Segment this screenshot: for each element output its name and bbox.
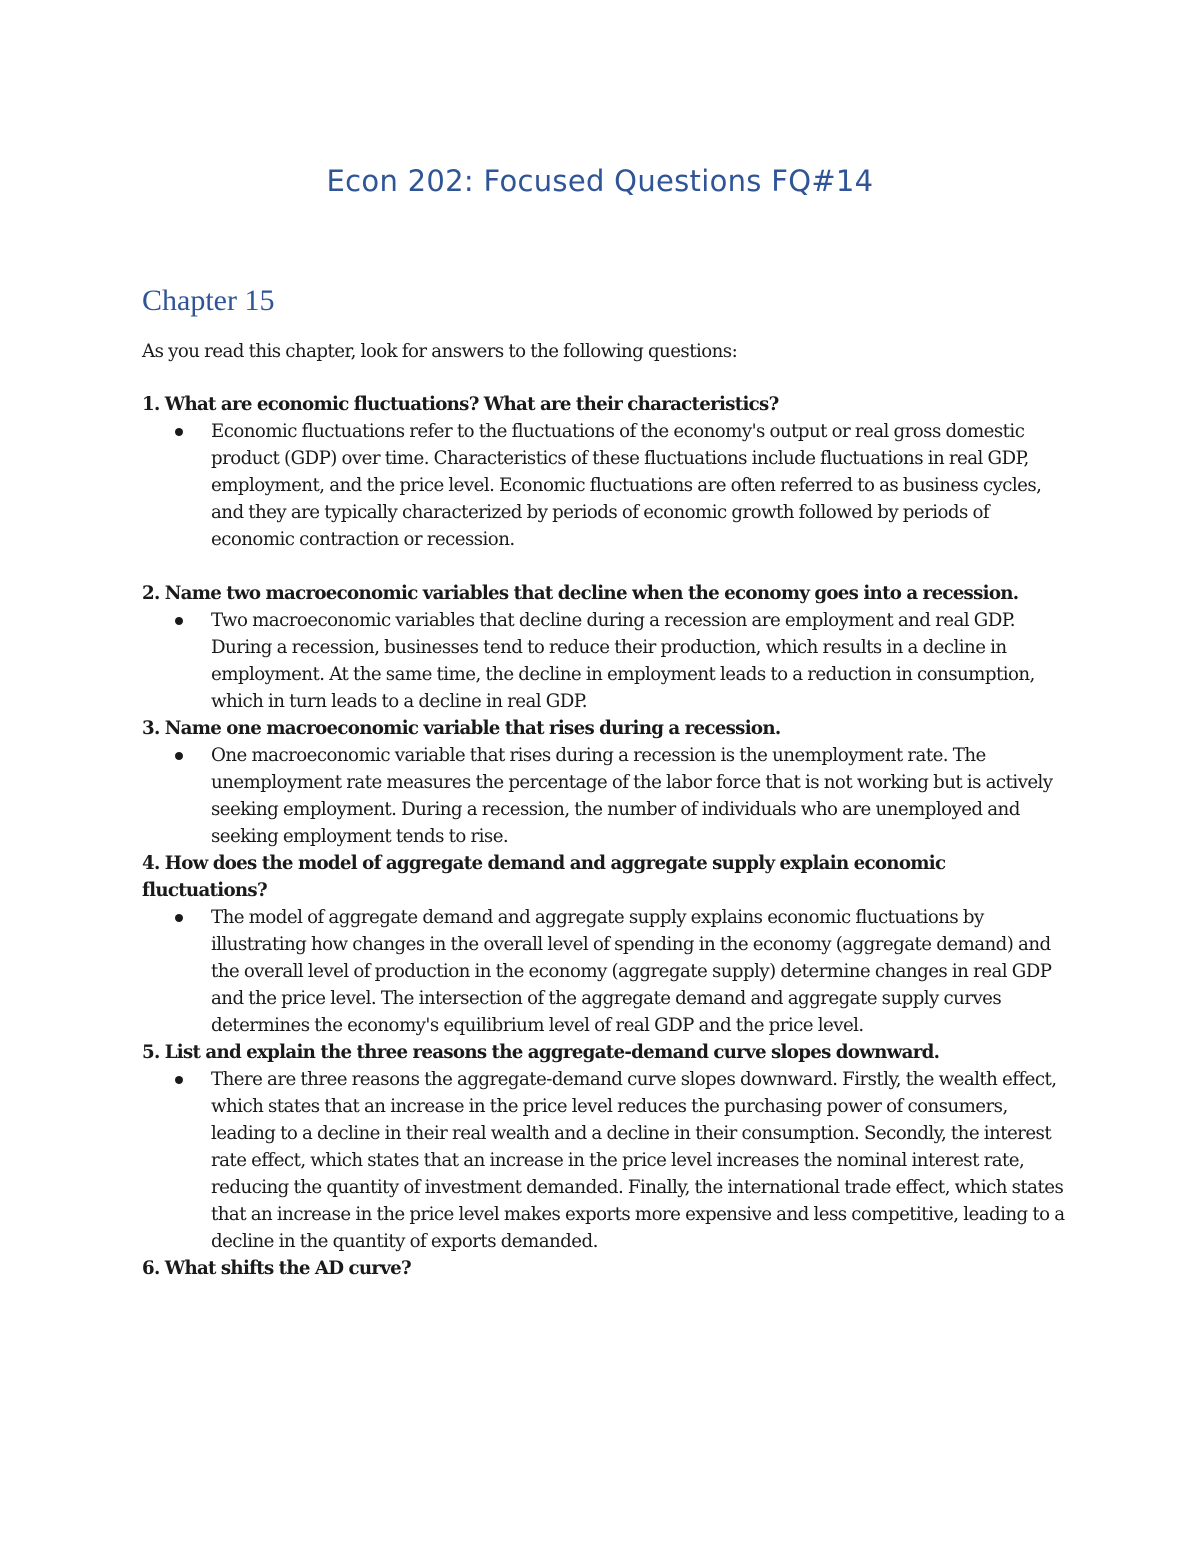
question-5: 5. List and explain the three reasons the aggregate-demand curve slopes downward. — [142, 1042, 940, 1063]
question-1: 1. What are economic fluctuations? What are their characteristics? — [142, 394, 779, 415]
answer-2: Two macroeconomic variables that decline during a recession are employment and real GDP. During a recession, businesses tend to reduce their production, which results in a decline in employment. At the same time, the decline in employment leads to a reduction in consumption, which in turn leads to a decline in real GDP. — [211, 607, 1072, 715]
answer-3: One macroeconomic variable that rises during a recession is the unemployment rate. The unemployment rate measures the percentage of the labor force that is not working but is actively seeking employment. During a recession, the number of individuals who are unemployed and seeking employment tends to rise. — [211, 742, 1072, 850]
document-title: Econ 202: Focused Questions FQ#14 — [326, 164, 874, 198]
answer-1: Economic fluctuations refer to the fluctuations of the economy's output or real gross domestic product (GDP) over time. Characteristics of these fluctuations include fluctuations in real GDP, employment, and the price level. Economic fluctuations are often referred to as business cycles, and they are typically characterized by periods of economic growth followed by periods of economic contraction or recession. — [211, 418, 1072, 553]
chapter-heading: Chapter 15 — [142, 284, 275, 317]
answer-4: The model of aggregate demand and aggregate supply explains economic fluctuations by illustrating how changes in the overall level of spending in the economy (aggregate demand) and the overall level of production in the economy (aggregate supply) determine changes in real GDP and the price level. The intersection of the aggregate demand and aggregate supply curves determines the economy's equilibrium level of real GDP and the price level. — [211, 904, 1072, 1039]
question-3: 3. Name one macroeconomic variable that rises during a recession. — [142, 718, 781, 739]
answer-list-1 — [142, 418, 1072, 553]
document-body — [142, 338, 1072, 1282]
answer-list-2 — [142, 607, 1072, 715]
question-4: 4. How does the model of aggregate demand and aggregate supply explain economic fluctuations? — [142, 853, 946, 901]
question-6: 6. What shifts the AD curve? — [142, 1258, 411, 1279]
answer-list-5 — [142, 1066, 1072, 1255]
question-2: 2. Name two macroeconomic variables that decline when the economy goes into a recession. — [142, 583, 1019, 604]
answer-list-4 — [142, 904, 1072, 1039]
answer-list-3 — [142, 742, 1072, 850]
intro-text: As you read this chapter, look for answers to the following questions: — [142, 341, 738, 362]
answer-5: There are three reasons the aggregate-demand curve slopes downward. Firstly, the wealth effect, which states that an increase in the price level reduces the purchasing power of consumers, leading to a decline in their real wealth and a decline in their consumption. Secondly, the interest rate effect, which states that an increase in the price level increases the nominal interest rate, reducing the quantity of investment demanded. Finally, the international trade effect, which states that an increase in the price level makes exports more expensive and less competitive, leading to a decline in the quantity of exports demanded. — [211, 1066, 1072, 1255]
